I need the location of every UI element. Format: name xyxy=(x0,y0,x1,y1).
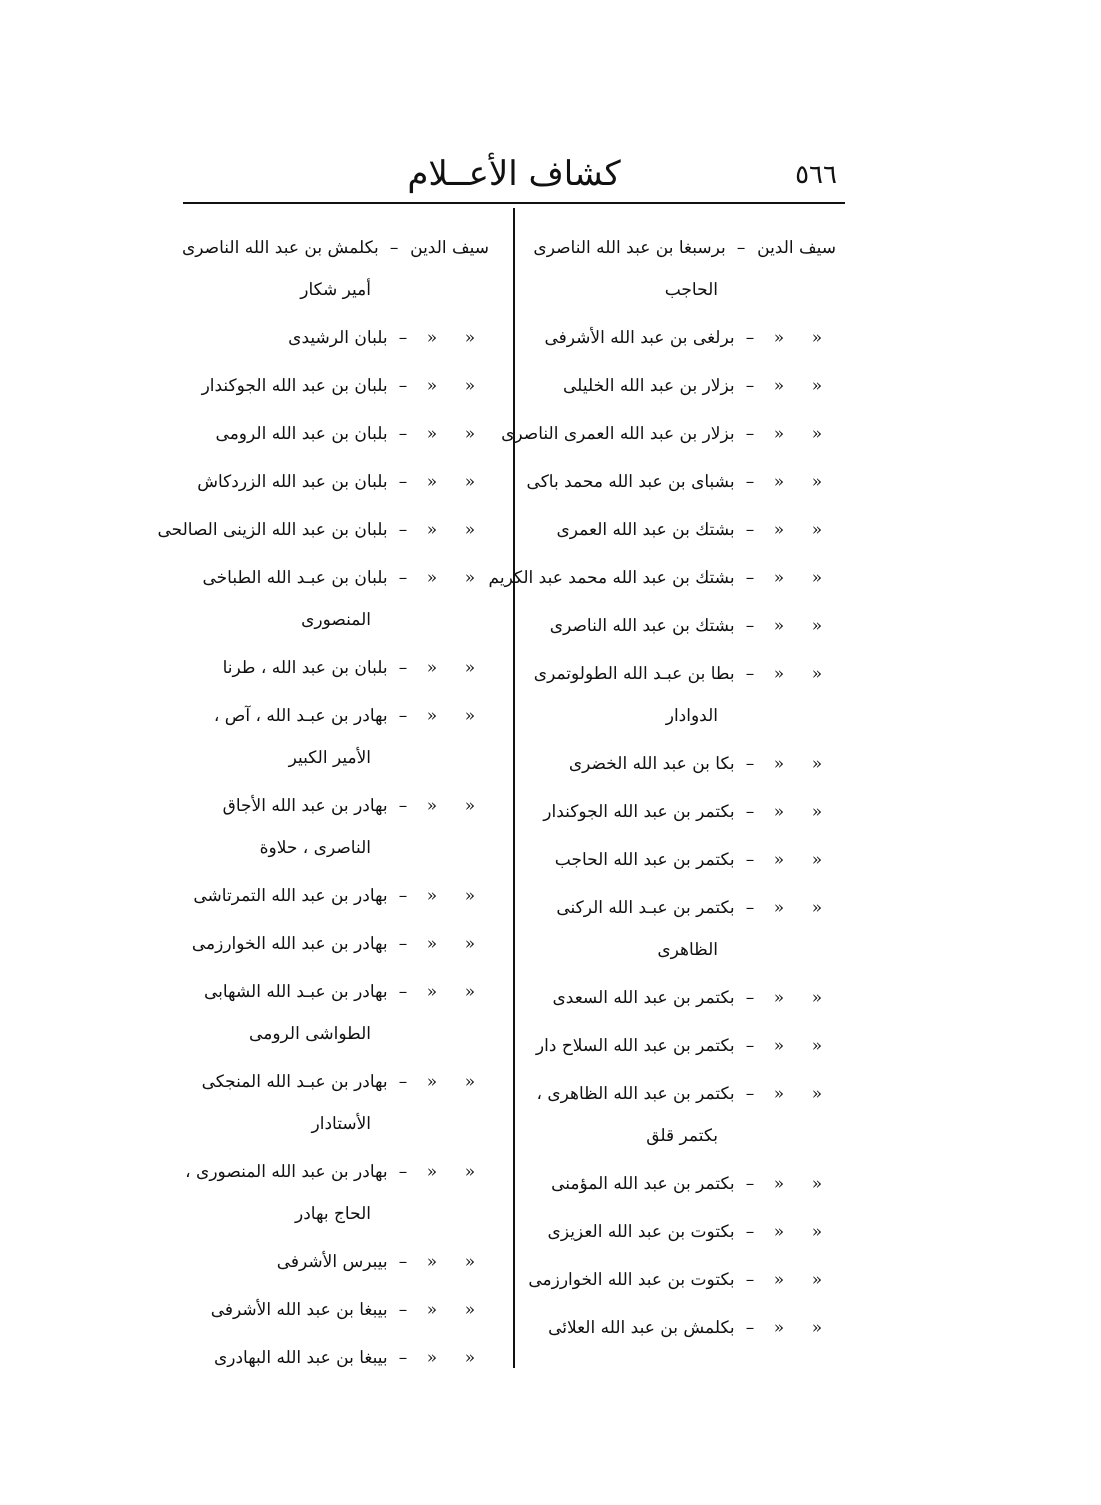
entry-line xyxy=(536,1220,836,1244)
index-entry xyxy=(536,896,836,962)
ditto-mark: « xyxy=(773,328,785,348)
entry-dash: – xyxy=(745,1036,755,1056)
entry-continuation: الناصرى ، حلاوة xyxy=(259,838,371,858)
ditto-mark: « xyxy=(464,376,476,396)
entry-line xyxy=(528,1268,836,1292)
entry-name: بكلمش بن عبد الله العلائى xyxy=(548,1318,740,1338)
entry-dash: – xyxy=(398,568,408,588)
ditto-mark: « xyxy=(811,568,823,588)
entry-line xyxy=(488,566,836,590)
column-divider xyxy=(513,208,515,1368)
entry-name: بشتك بن عبد الله الناصرى xyxy=(549,616,740,636)
entry-line xyxy=(536,848,836,872)
ditto-mark: « xyxy=(426,796,438,816)
entry-line xyxy=(157,518,489,542)
entry-line xyxy=(185,1160,489,1184)
ditto-mark: « xyxy=(811,520,823,540)
ditto-mark: « xyxy=(464,568,476,588)
ditto-mark: « xyxy=(426,706,438,726)
entry-dash: – xyxy=(745,568,755,588)
entry-name: بشتك بن عبد الله العمرى xyxy=(556,520,740,540)
index-entry xyxy=(536,848,836,872)
index-entry xyxy=(536,1034,836,1058)
ditto-mark: « xyxy=(464,1162,476,1182)
ditto-mark: « xyxy=(811,1084,823,1104)
ditto-mark: « xyxy=(811,424,823,444)
entry-name: بهادر بن عبـد الله ، آص ، xyxy=(213,706,393,726)
entry-line xyxy=(536,1082,836,1106)
entry-continuation: أمير شكار xyxy=(300,280,371,300)
entry-line xyxy=(536,1034,836,1058)
entry-prefix: سيف الدين xyxy=(410,238,489,258)
ditto-mark: « xyxy=(464,1072,476,1092)
ditto-mark: « xyxy=(773,472,785,492)
ditto-mark: « xyxy=(811,472,823,492)
entry-line xyxy=(536,518,836,542)
entry-dash: – xyxy=(398,520,408,540)
entry-line xyxy=(189,932,489,956)
ditto-mark: « xyxy=(426,568,438,588)
index-entry xyxy=(536,614,836,638)
entry-line xyxy=(536,1316,836,1340)
ditto-mark: « xyxy=(426,328,438,348)
ditto-mark: « xyxy=(773,424,785,444)
entry-continuation: الدوادار xyxy=(665,706,718,726)
index-entry xyxy=(189,1298,489,1322)
page-header xyxy=(183,150,845,204)
ditto-mark: « xyxy=(811,376,823,396)
entry-line xyxy=(189,1070,489,1094)
ditto-mark: « xyxy=(464,706,476,726)
ditto-mark: « xyxy=(426,886,438,906)
entry-line xyxy=(536,614,836,638)
index-entry xyxy=(536,374,836,398)
entry-dash: – xyxy=(745,424,755,444)
entry-name: بهادر بن عبـد الله الشهابى xyxy=(203,982,393,1002)
ditto-mark: « xyxy=(811,898,823,918)
entry-line xyxy=(189,566,489,590)
entry-name: بزلار بن عبد الله الخليلى xyxy=(563,376,740,396)
entry-dash: – xyxy=(398,472,408,492)
ditto-mark: « xyxy=(773,1270,785,1290)
entry-dash: – xyxy=(398,1252,408,1272)
index-entry xyxy=(488,566,836,590)
entry-dash: – xyxy=(745,988,755,1008)
ditto-mark: « xyxy=(426,472,438,492)
ditto-mark: « xyxy=(426,376,438,396)
index-entry xyxy=(189,884,489,908)
page-number: ٥٦٦ xyxy=(795,160,837,190)
entry-name: بطا بن عبـد الله الطولوتمرى xyxy=(533,664,740,684)
ditto-mark: « xyxy=(773,988,785,1008)
index-entry xyxy=(189,470,489,494)
entry-continuation: الحاجب xyxy=(664,280,718,300)
ditto-mark: « xyxy=(773,616,785,636)
entry-dash: – xyxy=(398,376,408,396)
entry-line xyxy=(536,374,836,398)
entry-name: بلبان بن عبد الله الجوكندار xyxy=(201,376,393,396)
ditto-mark: « xyxy=(464,934,476,954)
entry-line xyxy=(189,1298,489,1322)
ditto-mark: « xyxy=(773,568,785,588)
ditto-mark: « xyxy=(464,520,476,540)
entry-name: بيبغا بن عبد الله البهادرى xyxy=(213,1348,393,1368)
entry-name: بكتمر بن عبد الله الجوكندار xyxy=(543,802,740,822)
entry-name: بلبان بن عبد الله ، طرنا xyxy=(222,658,393,678)
ditto-mark: « xyxy=(426,934,438,954)
ditto-mark: « xyxy=(464,472,476,492)
entry-dash: – xyxy=(745,616,755,636)
ditto-mark: « xyxy=(811,1270,823,1290)
entry-name: بكلمش بن عبد الله الناصرى xyxy=(182,238,385,258)
index-entry xyxy=(189,1346,489,1370)
entry-name: بكا بن عبد الله الخضرى xyxy=(568,754,740,774)
entry-dash: – xyxy=(745,898,755,918)
ditto-mark: « xyxy=(464,328,476,348)
entry-name: بكتمر بن عبـد الله الركنى xyxy=(556,898,740,918)
ditto-mark: « xyxy=(464,1348,476,1368)
ditto-mark: « xyxy=(426,1162,438,1182)
entry-line xyxy=(526,470,836,494)
entry-continuation: الطواشى الرومى xyxy=(249,1024,371,1044)
entry-continuation: الظاهرى xyxy=(657,940,718,960)
entry-name: بكتمر بن عبد الله السعدى xyxy=(552,988,740,1008)
entry-dash: – xyxy=(745,1270,755,1290)
entry-name: بهادر بن عبد الله الخوارزمى xyxy=(191,934,393,954)
entry-line xyxy=(536,1172,836,1196)
entry-line xyxy=(189,656,489,680)
entry-name: بلبان الرشيدى xyxy=(288,328,393,348)
entry-line xyxy=(189,470,489,494)
index-entry xyxy=(526,470,836,494)
entry-dash: – xyxy=(745,1222,755,1242)
entry-name: بزلار بن عبد الله العمرى الناصرى xyxy=(501,424,740,444)
index-entry xyxy=(536,1220,836,1244)
entry-dash: – xyxy=(398,658,408,678)
index-entry xyxy=(536,1316,836,1340)
entry-dash: – xyxy=(398,1348,408,1368)
entry-dash: – xyxy=(745,1318,755,1338)
entry-line xyxy=(189,422,489,446)
ditto-mark: « xyxy=(811,1222,823,1242)
ditto-mark: « xyxy=(811,850,823,870)
ditto-mark: « xyxy=(811,802,823,822)
entry-name: برسبغا بن عبد الله الناصرى xyxy=(533,238,732,258)
ditto-mark: « xyxy=(773,1084,785,1104)
ditto-mark: « xyxy=(773,802,785,822)
index-entry xyxy=(501,422,836,446)
ditto-mark: « xyxy=(811,328,823,348)
index-entry xyxy=(536,1082,836,1148)
entry-prefix: سيف الدين xyxy=(757,238,836,258)
entry-name: بكتوت بن عبد الله العزيزى xyxy=(547,1222,740,1242)
entry-name: بهادر بن عبـد الله المنجكى xyxy=(201,1072,393,1092)
entry-name: برلغى بن عبد الله الأشرفى xyxy=(544,328,740,348)
ditto-mark: « xyxy=(811,664,823,684)
entry-name: بهادر بن عبد الله المنصورى ، xyxy=(185,1162,393,1182)
ditto-mark: « xyxy=(773,850,785,870)
ditto-mark: « xyxy=(464,424,476,444)
index-entry xyxy=(536,986,836,1010)
ditto-mark: « xyxy=(426,658,438,678)
index-entry xyxy=(533,662,836,728)
entry-dash: – xyxy=(745,850,755,870)
entry-line xyxy=(189,374,489,398)
entry-name: بلبان بن عبـد الله الطباخى xyxy=(202,568,393,588)
ditto-mark: « xyxy=(464,886,476,906)
entry-name: بهادر بن عبد الله التمرتاشى xyxy=(193,886,393,906)
index-entry xyxy=(189,1070,489,1136)
entry-dash: – xyxy=(398,1072,408,1092)
entry-continuation: الأستادار xyxy=(311,1114,371,1134)
index-entry xyxy=(157,518,489,542)
index-entry xyxy=(189,932,489,956)
ditto-mark: « xyxy=(811,988,823,1008)
index-entry xyxy=(189,326,489,350)
index-column-left xyxy=(157,236,489,1394)
entry-name: بشتك بن عبد الله محمد عبد الكريم xyxy=(488,568,740,588)
entry-line xyxy=(189,704,489,728)
entry-dash: – xyxy=(398,982,408,1002)
index-entry xyxy=(185,1160,489,1226)
ditto-mark: « xyxy=(811,1174,823,1194)
entry-dash: – xyxy=(398,424,408,444)
entry-dash: – xyxy=(745,520,755,540)
ditto-mark: « xyxy=(773,1174,785,1194)
entry-dash: – xyxy=(398,796,408,816)
entry-dash: – xyxy=(736,238,746,258)
index-entry xyxy=(536,326,836,350)
entry-name: بيبرس الأشرفى xyxy=(276,1252,393,1272)
entry-dash: – xyxy=(398,706,408,726)
entry-line xyxy=(189,326,489,350)
entry-name: بلبان بن عبد الله الزردكاش xyxy=(197,472,393,492)
entry-line xyxy=(536,326,836,350)
entry-name: بيبغا بن عبد الله الأشرفى xyxy=(210,1300,393,1320)
entry-name: بكتمر بن عبد الله الحاجب xyxy=(554,850,740,870)
entry-line xyxy=(189,1250,489,1274)
ditto-mark: « xyxy=(426,1300,438,1320)
index-entry xyxy=(189,1250,489,1274)
index-entry xyxy=(182,236,489,302)
index-entry xyxy=(189,374,489,398)
entry-line xyxy=(189,884,489,908)
ditto-mark: « xyxy=(464,1300,476,1320)
entry-line xyxy=(189,1346,489,1370)
index-entry xyxy=(528,1268,836,1292)
index-entry xyxy=(536,800,836,824)
entry-dash: – xyxy=(745,328,755,348)
entry-line xyxy=(533,662,836,686)
index-entry xyxy=(536,518,836,542)
entry-name: بشباى بن عبد الله محمد باكى xyxy=(526,472,740,492)
entry-dash: – xyxy=(745,802,755,822)
entry-dash: – xyxy=(389,238,399,258)
index-entry xyxy=(533,236,836,302)
running-title: كشاف الأعــلام xyxy=(407,154,621,194)
index-column-right xyxy=(488,236,836,1364)
ditto-mark: « xyxy=(464,658,476,678)
entry-continuation: الأمير الكبير xyxy=(288,748,371,768)
ditto-mark: « xyxy=(773,898,785,918)
entry-line xyxy=(536,800,836,824)
entry-line xyxy=(189,980,489,1004)
entry-dash: – xyxy=(398,934,408,954)
index-entry xyxy=(536,752,836,776)
index-entry xyxy=(189,794,489,860)
ditto-mark: « xyxy=(426,424,438,444)
ditto-mark: « xyxy=(773,754,785,774)
entry-dash: – xyxy=(745,1084,755,1104)
entry-dash: – xyxy=(745,754,755,774)
entry-continuation: الحاج بهادر xyxy=(295,1204,371,1224)
entry-name: بلبان بن عبد الله الرومى xyxy=(215,424,393,444)
entry-dash: – xyxy=(745,1174,755,1194)
index-entry xyxy=(189,566,489,632)
entry-line xyxy=(533,236,836,260)
entry-dash: – xyxy=(745,376,755,396)
ditto-mark: « xyxy=(426,520,438,540)
ditto-mark: « xyxy=(773,664,785,684)
ditto-mark: « xyxy=(426,1348,438,1368)
ditto-mark: « xyxy=(426,1252,438,1272)
entry-line xyxy=(536,752,836,776)
entry-name: بهادر بن عبد الله الأجاق xyxy=(222,796,393,816)
entry-continuation: المنصورى xyxy=(301,610,371,630)
ditto-mark: « xyxy=(811,754,823,774)
entry-name: بكتمر بن عبد الله السلاح دار xyxy=(535,1036,740,1056)
entry-dash: – xyxy=(398,1300,408,1320)
entry-name: بكتمر بن عبد الله المؤمنى xyxy=(551,1174,740,1194)
ditto-mark: « xyxy=(773,1222,785,1242)
index-entry xyxy=(189,704,489,770)
index-entry xyxy=(189,422,489,446)
ditto-mark: « xyxy=(464,796,476,816)
ditto-mark: « xyxy=(811,616,823,636)
ditto-mark: « xyxy=(773,1318,785,1338)
ditto-mark: « xyxy=(773,376,785,396)
ditto-mark: « xyxy=(773,520,785,540)
entry-dash: – xyxy=(398,328,408,348)
entry-dash: – xyxy=(745,472,755,492)
entry-name: بكتمر بن عبد الله الظاهرى ، xyxy=(536,1084,740,1104)
entry-dash: – xyxy=(745,664,755,684)
ditto-mark: « xyxy=(464,982,476,1002)
entry-line xyxy=(189,794,489,818)
index-entry xyxy=(536,1172,836,1196)
entry-line xyxy=(536,986,836,1010)
entry-dash: – xyxy=(398,1162,408,1182)
entry-dash: – xyxy=(398,886,408,906)
entry-line xyxy=(501,422,836,446)
ditto-mark: « xyxy=(426,1072,438,1092)
ditto-mark: « xyxy=(811,1318,823,1338)
index-entry xyxy=(189,980,489,1046)
entry-line xyxy=(536,896,836,920)
entry-line xyxy=(182,236,489,260)
index-entry xyxy=(189,656,489,680)
ditto-mark: « xyxy=(426,982,438,1002)
ditto-mark: « xyxy=(773,1036,785,1056)
ditto-mark: « xyxy=(811,1036,823,1056)
entry-name: بكتوت بن عبد الله الخوارزمى xyxy=(528,1270,740,1290)
entry-name: بلبان بن عبد الله الزينى الصالحى xyxy=(157,520,393,540)
entry-continuation: بكتمر قلق xyxy=(646,1126,718,1146)
ditto-mark: « xyxy=(464,1252,476,1272)
